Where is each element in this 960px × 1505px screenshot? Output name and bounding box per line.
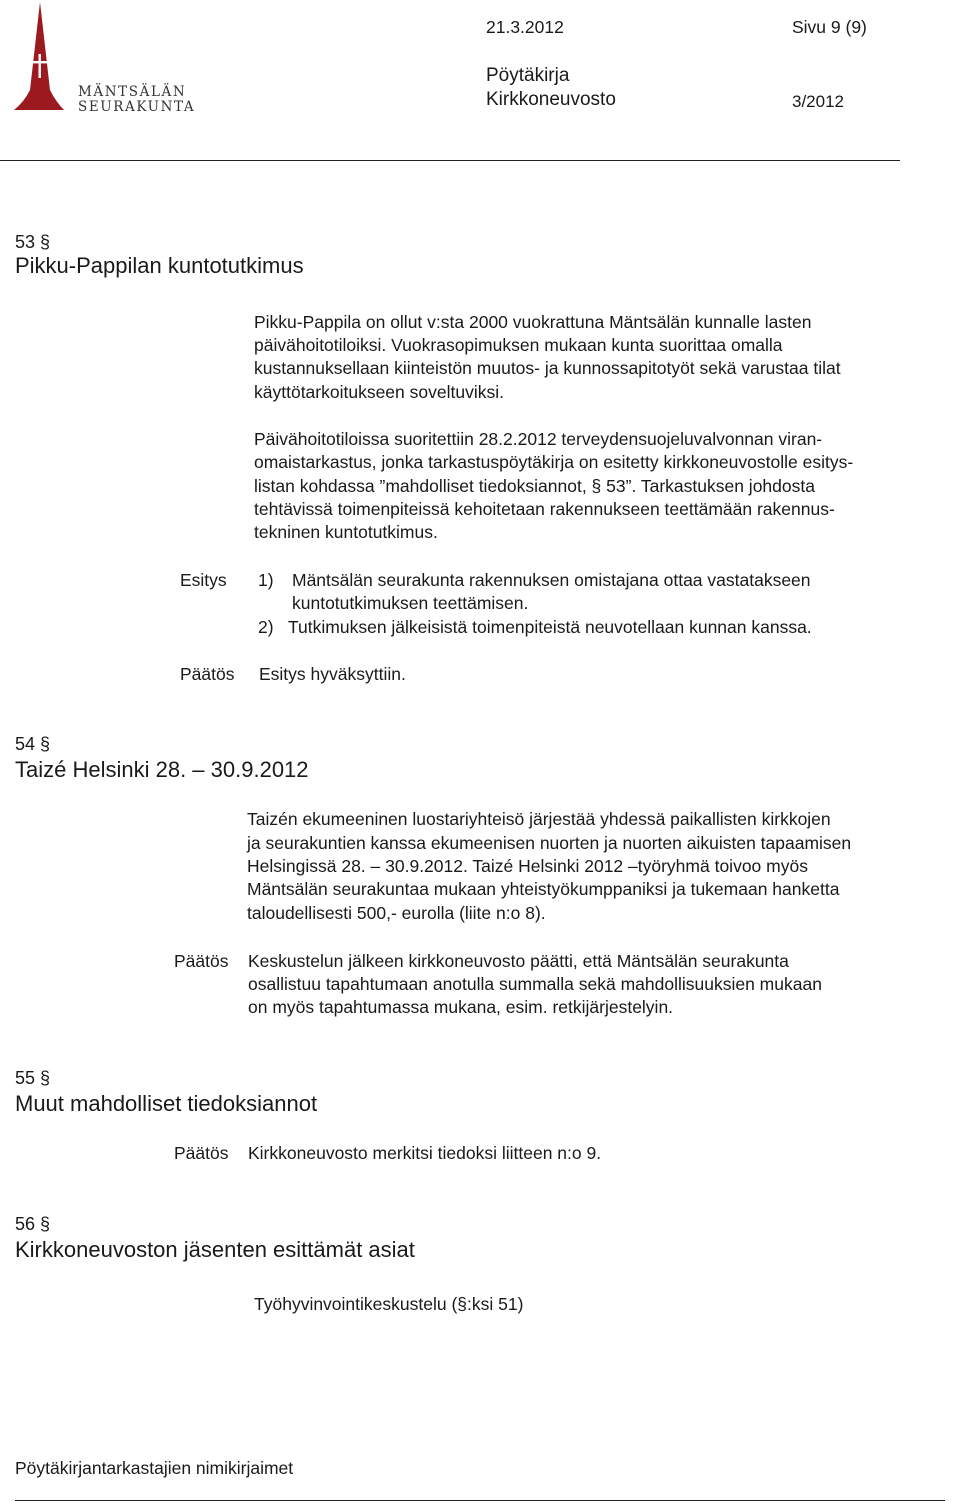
paragraph-line: Helsingissä 28. – 30.9.2012. Taizé Helsinki 2012 –työryhmä toivoo myös bbox=[247, 856, 808, 876]
paragraph-line: käyttötarkoitukseen soveltuviksi. bbox=[254, 382, 504, 402]
decision-text: Kirkkoneuvosto merkitsi tiedoksi liitteen n:o 9. bbox=[248, 1143, 602, 1163]
proposal-label: Esitys bbox=[180, 570, 227, 590]
proposal-item-line: Tutkimuksen jälkeisistä toimenpiteistä neuvotellaan kunnan kanssa. bbox=[288, 617, 812, 637]
church-logo bbox=[14, 2, 64, 112]
header-body-name: Kirkkoneuvosto bbox=[486, 89, 616, 110]
proposal-item-number: 2) bbox=[258, 617, 274, 637]
section-title: Pikku-Pappilan kuntotutkimus bbox=[15, 253, 304, 278]
paragraph-line: listan kohdassa ”mahdolliset tiedoksiannot, § 53”. Tarkastuksen johdosta bbox=[254, 476, 815, 496]
paragraph-line: omaistarkastus, jonka tarkastuspöytäkirja on esitetty kirkkoneuvostolle esitys- bbox=[254, 452, 854, 472]
decision-line: Keskustelun jälkeen kirkkoneuvosto päätti, että Mäntsälän seurakunta bbox=[248, 951, 789, 971]
paragraph-line: tekninen kuntotutkimus. bbox=[254, 522, 438, 542]
paragraph-line: Päivähoitotiloissa suoritettiin 28.2.2012 terveydensuojeluvalvonnan viran- bbox=[254, 429, 823, 449]
section-number: 54 § bbox=[15, 734, 51, 754]
section-title: Taizé Helsinki 28. – 30.9.2012 bbox=[15, 757, 309, 782]
logo-text-line2: SEURAKUNTA bbox=[78, 99, 196, 115]
header-page: Sivu 9 (9) bbox=[792, 17, 867, 37]
section-title: Muut mahdolliset tiedoksiannot bbox=[15, 1091, 318, 1116]
proposal-item-number: 1) bbox=[258, 570, 274, 590]
decision-line: on myös tapahtumassa mukana, esim. retkijärjestelyin. bbox=[248, 997, 674, 1017]
proposal-item-line: Mäntsälän seurakunta rakennuksen omistajana ottaa vastatakseen bbox=[292, 570, 811, 590]
decision-label: Päätös bbox=[174, 951, 229, 971]
section-title: Kirkkoneuvoston jäsenten esittämät asiat bbox=[15, 1237, 415, 1262]
decision-line: osallistuu tapahtumaan anotulla summalla sekä mahdollisuuksien mukaan bbox=[248, 974, 822, 994]
paragraph-line: kustannuksellaan kiinteistön muutos- ja kunnossapitotyöt sekä varustaa tilat bbox=[254, 358, 841, 378]
header-date: 21.3.2012 bbox=[486, 17, 564, 37]
decision-label: Päätös bbox=[180, 664, 235, 684]
footer-label: Pöytäkirjantarkastajien nimikirjaimet bbox=[15, 1458, 294, 1478]
section-number: 55 § bbox=[15, 1068, 51, 1088]
decision-text: Esitys hyväksyttiin. bbox=[259, 664, 406, 684]
proposal-item-line: kuntotutkimuksen teettämisen. bbox=[292, 593, 529, 613]
paragraph-line: päivähoitotiloiksi. Vuokrasopimuksen mukaan kunta suorittaa omalla bbox=[254, 335, 783, 355]
section-number: 53 § bbox=[15, 232, 51, 252]
header-doc-type: Pöytäkirja bbox=[486, 65, 570, 86]
section-number: 56 § bbox=[15, 1214, 51, 1234]
paragraph-line: taloudellisesti 500,- eurolla (liite n:o 8). bbox=[247, 903, 546, 923]
header-doc-number: 3/2012 bbox=[792, 92, 844, 111]
paragraph-line: ja seurakuntien kanssa ekumeenisen nuorten ja nuorten aikuisten tapaamisen bbox=[247, 833, 852, 853]
paragraph-line: Taizén ekumeeninen luostariyhteisö järjestää yhdessä paikallisten kirkkojen bbox=[247, 809, 831, 829]
paragraph-line: Mäntsälän seurakuntaa mukaan yhteistyökumppaniksi ja tukemaan hanketta bbox=[247, 879, 840, 899]
decision-label: Päätös bbox=[174, 1143, 229, 1163]
header-rule bbox=[0, 160, 900, 161]
footer-rule bbox=[15, 1500, 945, 1501]
paragraph-line: tehtävissä toimenpiteissä kehoitetaan rakennukseen teettämään rakennus- bbox=[254, 499, 835, 519]
paragraph-line: Pikku-Pappila on ollut v:sta 2000 vuokrattuna Mäntsälän kunnalle lasten bbox=[254, 312, 812, 332]
logo-text-line1: MÄNTSÄLÄN bbox=[78, 84, 187, 100]
body-text: Työhyvinvointikeskustelu (§:ksi 51) bbox=[254, 1294, 524, 1314]
